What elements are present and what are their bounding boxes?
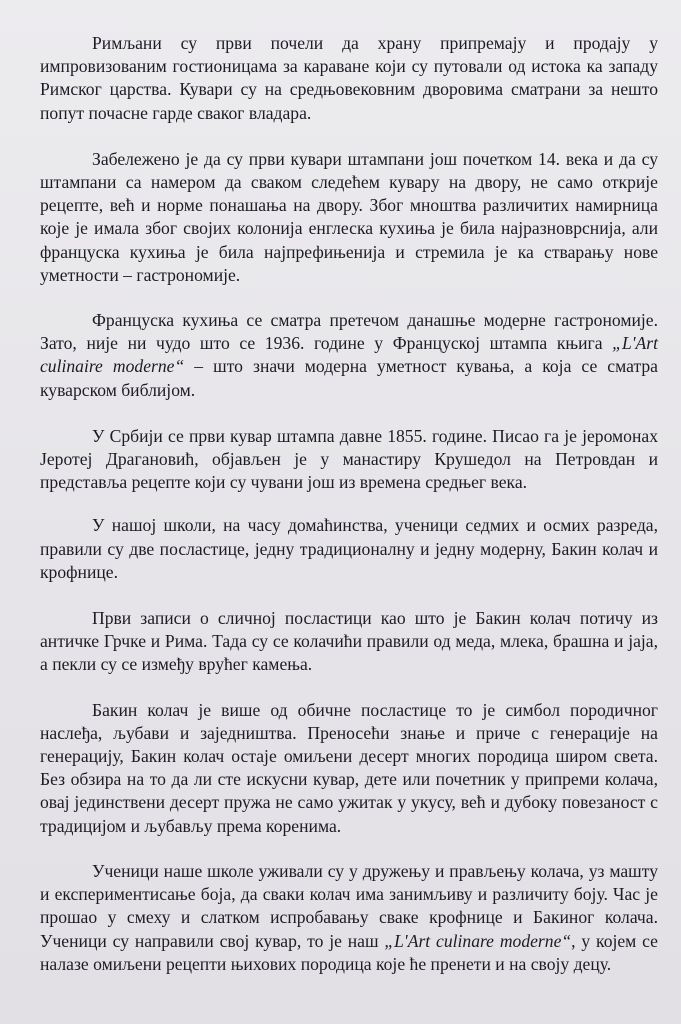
paragraph-french-cuisine	[40, 309, 658, 402]
paragraph-romans-inns: Римљани су први почели да храну припремају и продају у импровизованим гостионицама за караване који су путовали од истока ка западу Римског царства. Кувари су на средњовековним дворовима сматрани за нешто попут почасне гарде сваког владара.	[40, 33, 658, 123]
paragraph-students-enjoyed	[40, 860, 658, 976]
paragraph-students-text-start: Ученици наше школе уживали су у дружењу и прављењу колача, уз машту и експериментисање боја, да сваки колач има занимљиву и различиту боју. Час је прошао у смеху и слатком испробавању сваке крофнице и Бакиног колача. Ученици су направили свој кувар, то је наш	[40, 860, 658, 951]
paragraph-french-cuisine-text-start: Француска кухиња се сматра претечом данашње модерне гастрономије. Зато, није ни чудо што се 1936. године у Француској штампа књига	[40, 310, 658, 354]
paragraph-school-class: У нашој школи, на часу домаћинства, ученици седмих и осмих разреда, правили су две посластице, једну традиционалну и једну модерну, Бакин колач и крофнице.	[40, 515, 658, 582]
paragraph-grandmas-cake: Бакин колач је више од обичне посластице то је симбол породичног наслеђа, љубави и заједништва. Преносећи знање и приче с генерације на генерацију, Бакин колач остаје омиљени десерт многих породица широм света. Без обзира на то да ли сте искусни кувар, дете или почетник у припреми колача, овај јединствени десерт пружа не само ужитак у укусу, већ и дубоку повезаност с традицијом и љубављу према коренима.	[40, 699, 658, 836]
document-body	[40, 32, 658, 976]
cookbook-title-lart-culinare: „L'Art culinare moderne“	[384, 930, 572, 951]
book-title-lart-culinaire: „L'Art culinaire moderne“	[40, 333, 658, 377]
paragraph-first-records: Први записи о сличној посластици као што је Бакин колач потичу из античке Грчке и Рима. Тада су се колачићи правили од меда, млека, брашна и јаја, а пекли су се између врућег камења.	[40, 608, 658, 675]
paragraph-first-cookbooks: Забележено је да су први кувари штампани још почетком 14. века и да су штампани са намером да сваком следећем кувару на двору, не само открије рецепте, већ и норме понашања на двору. Због мноштва различитих намирница које је имала због својих колонија енглеска кухиња је била најразноврснија, али француска кухиња је била најпрефињенија и стремила је ка стварању нове уметности – гастрономије.	[40, 148, 658, 285]
paragraph-serbia-first-cookbook: У Србији се први кувар штампа давне 1855. године. Писао га је јеромонах Јеротеј Драгановић, објављен је у манастиру Крушедол на Петровдан и представља рецепте који су чувани још из времена средњег века.	[40, 425, 658, 493]
paragraph-french-cuisine-text-end: – што значи модерна уметност кувања, а која се сматра куварском библијом.	[40, 356, 658, 400]
paragraph-students-text-end: , у којем се налазе омиљени рецепти њихових породица које ће пренети и на своју децу.	[40, 930, 658, 974]
